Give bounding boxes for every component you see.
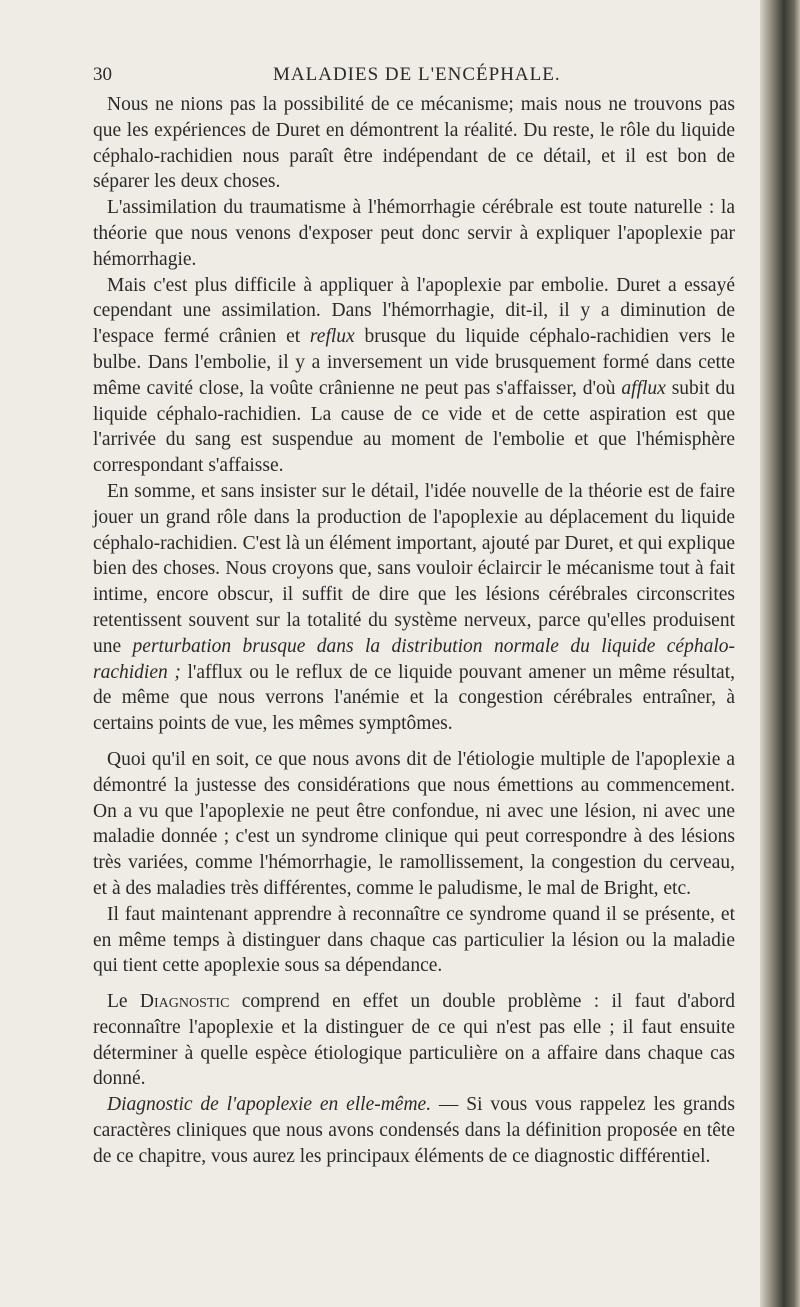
- paragraph-4-text-a: En somme, et sans insister sur le détail, l'idée nouvelle de la théorie est de faire jouer un grand rôle dans la production de l'apoplexie au déplacement du liquide céphalo-rachidien. C'est là un élément important, ajouté par Duret, et qui explique bien des choses. Nous croyons que, sans vouloir éclaircir le mécanisme tout à fait intime, encore obscur, il suffit de dire que les lésions cérébrales circonscrites retentissent souvent sur la totalité du système nerveux, parce qu'elles produisent une: [93, 480, 735, 657]
- paragraph-3-text-c: brusque du liquide céphalo-rachidien vers le bulbe. Dans l'embolie, il y a inversement un vide brusquement formé dans cette même cavité close, la voûte crânienne ne peut pas s'affaisser, d'où: [93, 326, 735, 399]
- paragraph-5: Quoi qu'il en soit, ce que nous avons dit de l'étiologie multiple de l'apoplexie a démontré la justesse des considérations que nous émettions au commencement. On a vu que l'apoplexie ne peut être confondue, ni avec une lésion, ni avec une maladie donnée ; c'est un syndrome clinique qui peut correspondre à des lésions très variées, comme l'hémorrhagie, le ramollissement, la congestion du cerveau, et à des maladies très différentes, comme le paludisme, le mal de Bright, etc.: [93, 748, 735, 899]
- paragraph-3-text-a: Mais c'est plus difficile à appliquer à l'apoplexie par embolie. Duret a essayé cependant une assimilation. Dans l'hémorrhagie, dit-il, il y a diminution de l'espace fermé crânien et: [93, 274, 735, 348]
- paragraph-3-text-e: subit du liquide céphalo-rachidien. La cause de ce vide et de cette aspiration est que l'arrivée du sang est suspendue au moment de l'embolie et que l'hémisphère correspondant s'affaisse.: [93, 377, 735, 477]
- paragraph-3: [93, 273, 735, 479]
- section-heading-diagnostic: Diagnostic de l'apoplexie en elle-même.: [107, 1094, 432, 1116]
- page-header: [93, 64, 733, 90]
- perturbation-phrase: perturbation brusque dans la distribution normale du liquide céphalo-rachidien ;: [93, 635, 735, 683]
- paragraph-7-text-c: comprend en effet un double problème : il faut d'abord reconnaître l'apoplexie et la distinguer de ce qui n'est pas elle ; il faut ensuite déterminer à quelle espèce étiologique particulière on a affaire dans chaque cas donné.: [93, 991, 735, 1090]
- page-number: 30: [93, 64, 112, 85]
- paragraph-7: [93, 989, 735, 1092]
- paragraph-4-text-c: l'afflux ou le reflux de ce liquide pouvant amener un même résultat, de même que nous verrons l'anémie et la congestion cérébrales entraîner, à certains points de vue, les mêmes symptômes.: [93, 661, 735, 735]
- paragraph-7-text-a: Le: [107, 991, 140, 1013]
- paragraph-1: Nous ne nions pas la possibilité de ce mécanisme; mais nous ne trouvons pas que les expériences de Duret en démontrent la réalité. Du reste, le rôle du liquide céphalo-rachidien nous paraît être indépendant de ce détail, et il est bon de séparer les deux choses.: [93, 94, 735, 193]
- running-title: MALADIES DE L'ENCÉPHALE.: [273, 64, 561, 85]
- afflux-term: afflux: [621, 377, 666, 399]
- body-text: [93, 92, 735, 1170]
- paragraph-4: [93, 479, 735, 737]
- paragraph-8: [93, 1092, 735, 1169]
- paragraph-6: Il faut maintenant apprendre à reconnaître ce syndrome quand il se présente, et en même temps à distinguer dans chaque cas particulier la lésion ou la maladie qui tient cette apoplexie sous sa dépendance.: [93, 903, 735, 977]
- paragraph-2: L'assimilation du traumatisme à l'hémorrhagie cérébrale est toute naturelle : la théorie que nous venons d'exposer peut donc servir à expliquer l'apoplexie par hémorrhagie.: [93, 197, 735, 270]
- book-edge: [760, 0, 800, 1307]
- paragraph-8-text-b: — Si vous vous rappelez les grands caractères cliniques que nous avons condensés dans la définition proposée en tête de ce chapitre, vous aurez les principaux éléments de ce diagnostic différentiel.: [93, 1094, 735, 1167]
- diagnostic-term: Diagnostic: [139, 991, 230, 1013]
- reflux-term: reflux: [309, 326, 355, 348]
